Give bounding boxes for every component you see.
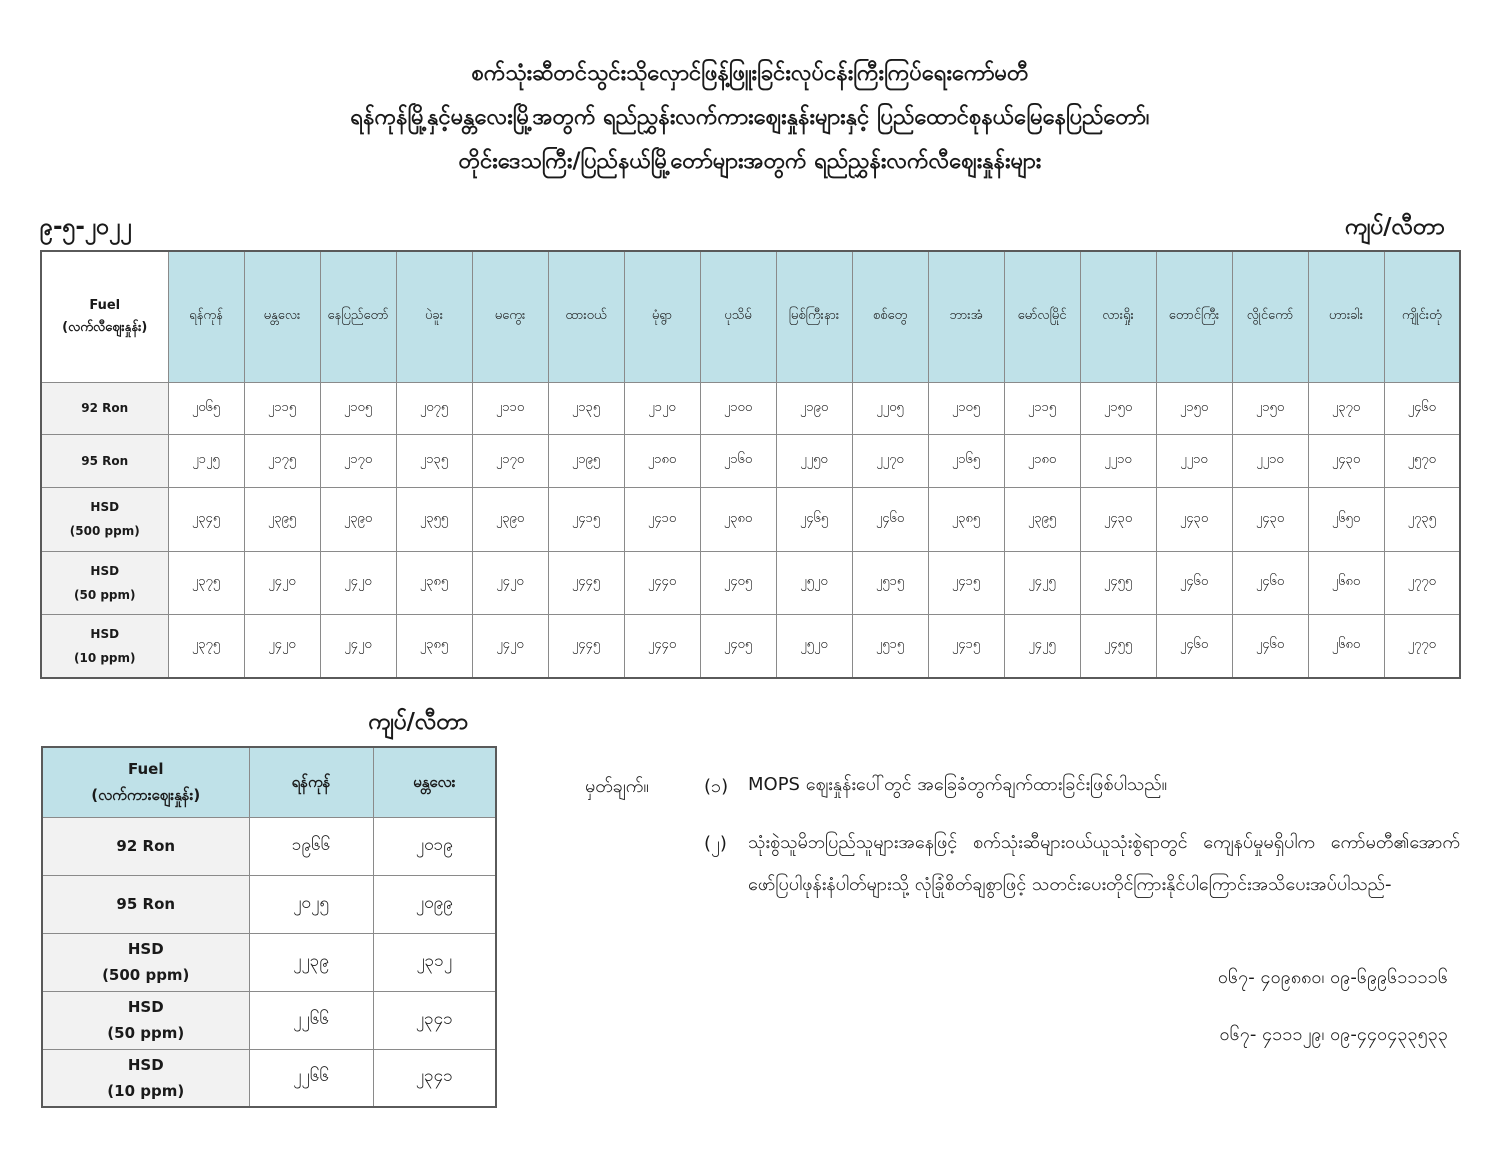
price-cell: ၂၃၇၀: [1308, 382, 1384, 434]
table-row: [41, 382, 1460, 434]
price-cell: ၂၂၇၀: [852, 434, 928, 487]
table-row: [41, 487, 1460, 551]
price-cell: ၂၀၆၅: [168, 382, 244, 434]
city-column-header: နေပြည်တော်: [320, 251, 396, 382]
price-cell: ၂၃၉၅: [1004, 487, 1080, 551]
retail-price-table: [40, 250, 1461, 679]
wholesale-price-table: [41, 746, 497, 1108]
fuel-grade-label: (10 ppm): [73, 650, 136, 665]
wholesale-unit-label: ကျပ်/လီတာ: [368, 709, 469, 735]
price-cell: ၂၃၈၀: [700, 487, 776, 551]
note-1-text: MOPS ဈေးနှုန်းပေါ်တွင် အခြေခံတွက်ချက်ထားခြင်းဖြစ်ပါသည်။: [748, 774, 1168, 795]
price-cell: ၂၃၈၅: [396, 614, 472, 678]
fuel-type-cell: [41, 382, 168, 434]
price-cell: ၂၁၅၀: [1080, 382, 1156, 434]
fuel-type-label: 92 Ron: [81, 401, 129, 415]
price-cell: ၂၁၅၀: [1156, 382, 1232, 434]
price-cell: ၂၆၈၀: [1308, 551, 1384, 614]
phone-line-1: ၀၆၇- ၄၀၉၈၈၀၊ ၀၉-၆၉၉၆၁၁၁၁၆: [1217, 967, 1448, 988]
note-1-number: (၁): [704, 776, 729, 797]
document-title: [0, 52, 1500, 184]
price-cell: ၂၂၆၆: [249, 991, 373, 1049]
notice-date: ၉-၅-၂၀၂၂: [40, 214, 132, 240]
fuel-grade-label: (50 ppm): [73, 587, 136, 602]
price-cell: ၂၄၅၅: [1080, 551, 1156, 614]
fuel-type-label: 92 Ron: [116, 837, 176, 855]
price-cell: ၂၁၉၅: [548, 434, 624, 487]
price-cell: ၂၆၈၀: [1308, 614, 1384, 678]
price-cell: ၂၃၄၅: [168, 487, 244, 551]
price-cell: ၂၄၆၀: [1232, 614, 1308, 678]
price-cell: ၂၄၆၀: [1156, 551, 1232, 614]
price-cell: ၂၁၁၅: [1004, 382, 1080, 434]
city-column-header: မန္တလေး: [244, 251, 320, 382]
price-cell: ၂၄၃၀: [1156, 487, 1232, 551]
price-cell: ၂၅၂၀: [776, 551, 852, 614]
price-cell: ၂၂၆၆: [249, 1049, 373, 1107]
price-cell: ၂၃၁၂: [373, 933, 496, 991]
price-cell: ၂၄၂၀: [244, 614, 320, 678]
fuel-header-label: Fuel: [89, 297, 121, 313]
city-column-header: ထားဝယ်: [548, 251, 624, 382]
notes-label: မှတ်ချက်။: [585, 776, 649, 797]
title-line-2: ရန်ကုန်မြို့နှင့်မန္တလေးမြို့အတွက် ရည်ညွှန်းလက်ကားဈေးနှုန်းများနှင့် ပြည်ထောင်စုနယ်မြေနေပြည်တော်၊: [350, 105, 1150, 130]
price-cell: ၂၄၁၀: [624, 487, 700, 551]
price-cell: ၂၄၆၅: [776, 487, 852, 551]
price-cell: ၂၁၅၀: [1232, 382, 1308, 434]
price-cell: ၂၁၀၅: [928, 382, 1004, 434]
city-column-header: ပုသိမ်: [700, 251, 776, 382]
price-cell: ၂၁၃၅: [396, 434, 472, 487]
fuel-type-cell: [41, 614, 168, 678]
price-cell: ၂၇၇၀: [1384, 614, 1460, 678]
table-row: [41, 551, 1460, 614]
price-cell: ၂၁၀၅: [320, 382, 396, 434]
title-line-3: တိုင်းဒေသကြီး/ပြည်နယ်မြို့တော်များအတွက် ရည်ညွှန်းလက်လီဈေးနှုန်းများ: [458, 149, 1042, 174]
fuel-type-cell: [41, 551, 168, 614]
price-cell: ၂၄၃၀: [1080, 487, 1156, 551]
fuel-type-label: HSD: [90, 563, 120, 578]
price-cell: ၂၅၁၅: [852, 551, 928, 614]
price-cell: ၂၃၇၅: [168, 551, 244, 614]
price-cell: ၂၁၈၀: [624, 434, 700, 487]
city-column-header: မြစ်ကြီးနား: [776, 251, 852, 382]
price-cell: ၂၄၃၀: [1308, 434, 1384, 487]
fuel-type-cell: [42, 991, 249, 1049]
price-cell: ၂၁၁၅: [244, 382, 320, 434]
city-column-header: ရန်ကုန်: [249, 747, 373, 817]
retail-header-row: [41, 251, 1460, 382]
fuel-header-sublabel: (လက်ကားဈေးနှုန်း): [91, 786, 201, 805]
city-column-header: ကျိုင်းတုံ: [1384, 251, 1460, 382]
price-cell: ၂၄၄၀: [624, 551, 700, 614]
price-cell: ၂၃၉၀: [472, 487, 548, 551]
fuel-type-label: 95 Ron: [116, 895, 176, 913]
city-column-header: လွိုင်ကော်: [1232, 251, 1308, 382]
city-column-header: လားရှိုး: [1080, 251, 1156, 382]
price-cell: ၂၄၄၀: [624, 614, 700, 678]
price-cell: ၂၀၁၉: [373, 817, 496, 875]
city-column-header: မန္တလေး: [373, 747, 496, 817]
price-cell: ၂၆၅၀: [1308, 487, 1384, 551]
price-cell: ၂၄၁၅: [548, 487, 624, 551]
fuel-header-sublabel: (လက်လီဈေးနှုန်း): [62, 319, 148, 335]
table-row: [42, 1049, 496, 1107]
price-cell: ၂၃၈၅: [396, 551, 472, 614]
price-cell: ၂၁၆၅: [928, 434, 1004, 487]
table-row: [42, 933, 496, 991]
price-cell: ၂၄၂၅: [1004, 551, 1080, 614]
price-cell: ၂၄၂၀: [472, 551, 548, 614]
price-cell: ၂၄၂၀: [244, 551, 320, 614]
price-cell: ၂၅၇၀: [1384, 434, 1460, 487]
fuel-type-cell: [42, 933, 249, 991]
fuel-type-cell: [41, 487, 168, 551]
price-cell: ၂၂၁၀: [1080, 434, 1156, 487]
price-cell: ၂၄၂၀: [320, 614, 396, 678]
fuel-grade-label: (50 ppm): [107, 1024, 185, 1042]
price-cell: ၂၁၇၀: [320, 434, 396, 487]
price-cell: ၂၄၀၅: [700, 551, 776, 614]
price-cell: ၂၄၁၅: [928, 614, 1004, 678]
price-cell: ၂၁၃၅: [548, 382, 624, 434]
fuel-type-label: HSD: [90, 500, 120, 514]
table-row: [41, 434, 1460, 487]
fuel-type-cell: [42, 875, 249, 933]
city-column-header: မုံရွာ: [624, 251, 700, 382]
price-cell: ၂၃၄၁: [373, 1049, 496, 1107]
price-cell: ၂၀၉၉: [373, 875, 496, 933]
city-column-header: ပဲခူး: [396, 251, 472, 382]
price-cell: ၂၂၁၀: [1156, 434, 1232, 487]
price-cell: ၂၄၃၀: [1232, 487, 1308, 551]
price-cell: ၂၄၂၀: [472, 614, 548, 678]
fuel-column-header: [41, 251, 168, 382]
price-cell: ၂၄၅၅: [1080, 614, 1156, 678]
note-2-text: သုံးစွဲသူမိဘပြည်သူများအနေဖြင့် စက်သုံးဆီများဝယ်ယူသုံးစွဲရာတွင် ကျေနပ်မှုမရှိပါက ကော်မတီ၏အောက်ဖော်ပြပါဖုန်းနံပါတ်များသို့ လုံခြုံစိတ်ချစွာဖြင့် သတင်းပေးတိုင်ကြားနိုင်ပါကြောင်းအသိပေးအပ်ပါသည်-: [748, 832, 1460, 895]
price-cell: ၂၄၂၀: [320, 551, 396, 614]
price-cell: ၂၁၇၀: [472, 434, 548, 487]
retail-unit-label: ကျပ်/လီတာ: [1344, 214, 1445, 240]
price-cell: ၂၄၆၀: [1232, 551, 1308, 614]
city-column-header: မကွေး: [472, 251, 548, 382]
fuel-type-cell: [42, 1049, 249, 1107]
wholesale-header-row: [42, 747, 496, 817]
price-cell: ၂၁၆၀: [700, 434, 776, 487]
price-cell: ၂၀၂၅: [249, 875, 373, 933]
note-2-number: (၂): [704, 833, 727, 854]
fuel-type-label: HSD: [127, 998, 164, 1016]
table-row: [42, 875, 496, 933]
price-cell: ၂၄၀၅: [700, 614, 776, 678]
city-column-header: ဘားအံ: [928, 251, 1004, 382]
fuel-header-label: Fuel: [128, 760, 164, 779]
price-cell: ၂၇၃၅: [1384, 487, 1460, 551]
price-cell: ၂၃၇၅: [168, 614, 244, 678]
city-column-header: စစ်တွေ: [852, 251, 928, 382]
price-cell: ၂၁၉၀: [776, 382, 852, 434]
price-cell: ၂၁၇၅: [244, 434, 320, 487]
price-cell: ၂၂၁၀: [1232, 434, 1308, 487]
price-cell: ၂၇၇၀: [1384, 551, 1460, 614]
price-cell: ၂၁၀၀: [700, 382, 776, 434]
price-cell: ၂၄၆၀: [1384, 382, 1460, 434]
price-cell: ၂၁၈၀: [1004, 434, 1080, 487]
title-line-1: စက်သုံးဆီတင်သွင်းသိုလှောင်ဖြန့်ဖြူးခြင်းလုပ်ငန်းကြီးကြပ်ရေးကော်မတီ: [471, 61, 1029, 86]
fuel-type-cell: [41, 434, 168, 487]
price-cell: ၂၂၅၀: [776, 434, 852, 487]
price-cell: ၂၄၆၀: [1156, 614, 1232, 678]
price-cell: ၂၂၀၅: [852, 382, 928, 434]
price-cell: ၂၃၉၅: [244, 487, 320, 551]
price-cell: ၂၄၁၅: [928, 551, 1004, 614]
city-column-header: တောင်ကြီး: [1156, 251, 1232, 382]
table-row: [41, 614, 1460, 678]
price-cell: ၁၉၆၆: [249, 817, 373, 875]
price-cell: ၂၄၂၅: [1004, 614, 1080, 678]
table-row: [42, 991, 496, 1049]
price-cell: ၂၁၁၀: [472, 382, 548, 434]
price-cell: ၂၃၉၀: [320, 487, 396, 551]
fuel-column-header: [42, 747, 249, 817]
price-cell: ၂၅၂၀: [776, 614, 852, 678]
fuel-grade-label: (10 ppm): [107, 1081, 185, 1100]
fuel-type-label: HSD: [127, 940, 164, 958]
price-cell: ၂၄၆၀: [852, 487, 928, 551]
fuel-grade-label: (500 ppm): [69, 524, 140, 538]
city-column-header: ရန်ကုန်: [168, 251, 244, 382]
price-cell: ၂၀၇၅: [396, 382, 472, 434]
price-cell: ၂၂၃၉: [249, 933, 373, 991]
price-cell: ၂၅၁၅: [852, 614, 928, 678]
price-cell: ၂၁၂၅: [168, 434, 244, 487]
fuel-type-label: 95 Ron: [81, 453, 129, 468]
fuel-type-label: HSD: [90, 626, 120, 641]
table-row: [42, 817, 496, 875]
city-column-header: မော်လမြိုင်: [1004, 251, 1080, 382]
price-cell: ၂၄၄၅: [548, 551, 624, 614]
fuel-grade-label: (500 ppm): [102, 966, 190, 984]
price-cell: ၂၄၄၅: [548, 614, 624, 678]
price-cell: ၂၃၈၅: [928, 487, 1004, 551]
phone-line-2: ၀၆၇- ၄၁၁၁၂၉၊ ၀၉-၄၄၀၄၃၃၅၃၃: [1219, 1024, 1448, 1045]
price-cell: ၂၃၅၅: [396, 487, 472, 551]
fuel-type-cell: [42, 817, 249, 875]
price-cell: ၂၃၄၁: [373, 991, 496, 1049]
price-cell: ၂၁၂၀: [624, 382, 700, 434]
fuel-type-label: HSD: [127, 1055, 164, 1074]
city-column-header: ဟားခါး: [1308, 251, 1384, 382]
